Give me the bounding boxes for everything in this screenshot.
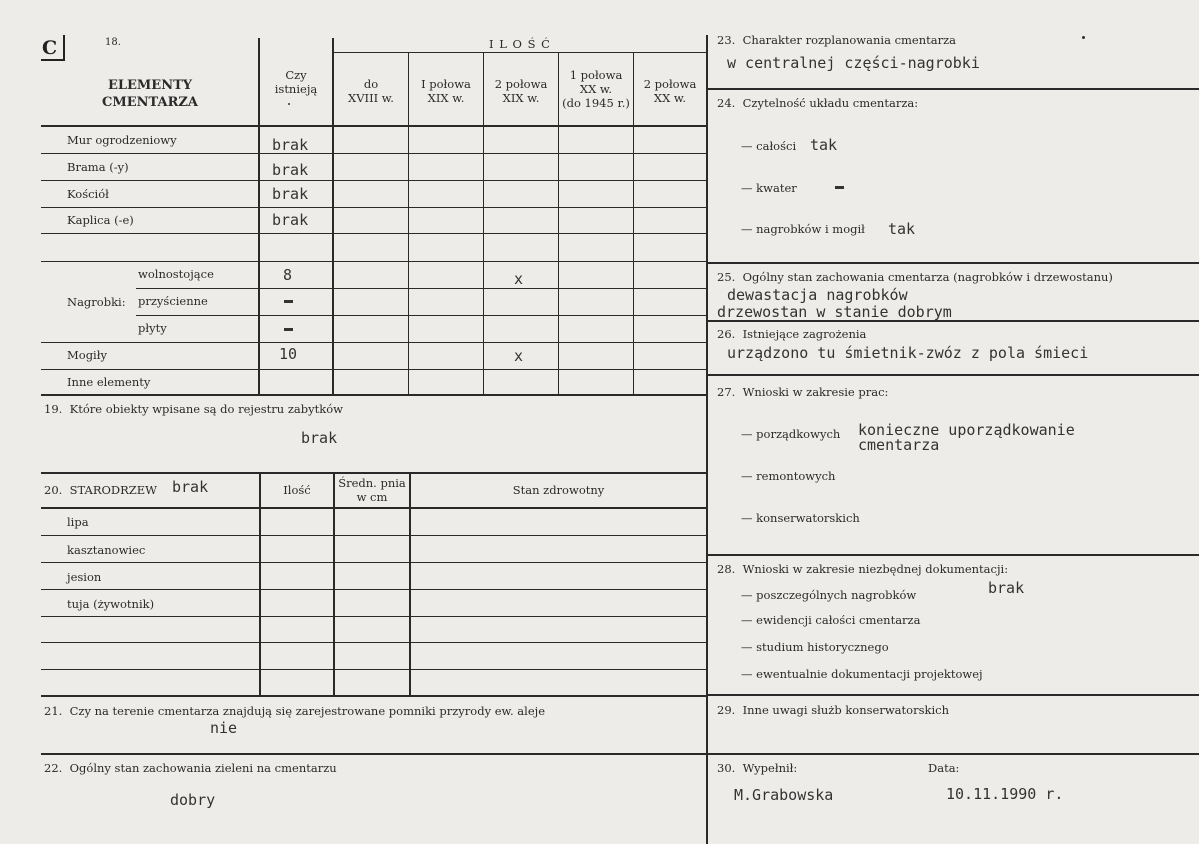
s30-label [717, 761, 797, 775]
s26-value: urządzono tu śmietnik-zwóz z pola śmieci [727, 344, 1089, 362]
s20-row-line [41, 616, 706, 617]
s18-row-line [41, 207, 706, 208]
s24-label [717, 96, 918, 110]
s24-calosci-label: — całości [741, 139, 797, 153]
s24-label-text: Czytelność układu cmentarza: [742, 96, 919, 110]
value-wolnostojace: 8 [283, 266, 293, 284]
col-exists-line1: Czy [285, 68, 307, 82]
s18-row-line [41, 261, 706, 262]
s18-row-line [41, 369, 706, 370]
tree-jesion: jesion [67, 570, 102, 584]
period-2-line2: XIX w. [427, 91, 465, 105]
s24-nagrobkow-value: tak [888, 220, 916, 238]
s20-col-sredn-line1: Średn. pnia [338, 476, 406, 490]
s20-col-line [333, 472, 335, 696]
s18-row-line [41, 342, 706, 343]
s22-label [44, 761, 337, 775]
s29-label [717, 703, 949, 717]
period-4-line2: XX w. [579, 82, 613, 96]
row-label-mur: Mur ogrodzeniowy [67, 133, 177, 147]
row-label-kosciol: Kościół [67, 187, 109, 201]
s18-row-line [41, 153, 706, 154]
value-brama: brak [272, 161, 309, 179]
s18-row-line [136, 315, 706, 316]
s23-label [717, 33, 956, 47]
tree-kasztanowiec: kasztanowiec [67, 543, 146, 557]
s28-item-4: — ewentualnie dokumentacji projektowej [741, 667, 983, 681]
tree-tuja: tuja (żywotnik) [67, 597, 155, 611]
tree-lipa: lipa [67, 515, 89, 529]
s20-value: brak [172, 478, 209, 496]
s29-bottom [706, 753, 1199, 755]
dash-kwater [835, 186, 844, 189]
period-2-line1: I połowa [421, 77, 471, 91]
period-3-line1: 2 połowa [494, 77, 548, 91]
period-1-line2: XVIII w. [348, 91, 394, 105]
row-label-brama: Brama (-y) [67, 160, 129, 174]
period-5-line2: XX w. [653, 91, 687, 105]
row-label-przyscienne: przyścienne [138, 294, 208, 308]
s20-label-text: STARODRZEW [69, 483, 158, 497]
section-letter-box [41, 35, 65, 61]
s18-header-bottom [41, 125, 706, 127]
s21-number: 21. [44, 704, 63, 718]
s26-bottom [706, 374, 1199, 376]
s18-row-line [41, 180, 706, 181]
s20-row-line [41, 642, 706, 643]
mark-wolnostojace: x [514, 270, 524, 288]
s28-item-1: — poszczególnych nagrobków [741, 588, 917, 602]
s20-row-line [41, 669, 706, 670]
s18-row-line [136, 288, 706, 289]
row-label-nagrobki: Nagrobki: [67, 295, 126, 309]
s28-item-3: — studium historycznego [741, 640, 889, 654]
s28-number: 28. [717, 562, 736, 576]
s19-label-text: Które obiekty wpisane są do rejestru zabytków [69, 402, 343, 416]
s23-value: w centralnej części-nagrobki [727, 54, 980, 72]
s27-porz-value-line2: cmentarza [858, 436, 940, 454]
s30-number: 30. [717, 761, 736, 775]
s25-label-text: Ogólny stan zachowania cmentarza (nagrobków i drzewostanu) [742, 270, 1113, 284]
s27-kons-label: — konserwatorskich [741, 511, 860, 525]
s30-date: 10.11.1990 r. [946, 785, 1064, 803]
s20-label [44, 483, 157, 497]
s25-value-line2: drzewostan w stanie dobrym [717, 303, 952, 321]
mark-mogily: x [514, 347, 524, 365]
s20-header-bottom [41, 507, 706, 509]
s28-item-2: — ewidencji całości cmentarza [741, 613, 921, 627]
s24-calosci-value: tak [810, 136, 838, 154]
s23-label-text: Charakter rozplanowania cmentarza [742, 33, 957, 47]
s20-top [41, 472, 706, 474]
s18-ilosc-underline [334, 52, 706, 53]
s30-label-text: Wypełnił: [742, 761, 798, 775]
s27-rem-label: — remontowych [741, 469, 836, 483]
s22-number: 22. [44, 761, 63, 775]
value-mur: brak [272, 136, 309, 154]
s27-label-text: Wnioski w zakresie prac: [742, 385, 889, 399]
section-letter: C [42, 37, 58, 59]
s21-value: nie [210, 719, 238, 737]
s24-kwater-label: — kwater [741, 181, 797, 195]
s21-label [44, 704, 545, 718]
s23-bottom [706, 88, 1199, 90]
period-4-line1: 1 połowa [569, 68, 623, 82]
s18-title-line2: CMENTARZA [102, 95, 198, 110]
s18-bottom [41, 394, 706, 396]
s20-col-line [409, 472, 411, 696]
s20-col-sredn-line2: w cm [356, 490, 388, 504]
row-label-wolnostojace: wolnostojące [138, 267, 214, 281]
dash-plyty [284, 328, 293, 331]
col-exists-line2: istnieją [274, 82, 318, 96]
period-1-line1: do [363, 77, 379, 91]
s20-col-line [259, 472, 261, 696]
s19-number: 19. [44, 402, 63, 416]
ilosc-header: I L O Ś Ć [489, 37, 551, 51]
s25-value-line1: dewastacja nagrobków [727, 286, 908, 304]
value-kaplica: brak [272, 211, 309, 229]
s21-label-text: Czy na terenie cmentarza znajdują się zarejestrowane pomniki przyrody ew. aleje [69, 704, 546, 718]
s24-bottom [706, 262, 1199, 264]
s18-title-line1: ELEMENTY [107, 78, 193, 93]
s20-col-stan: Stan zdrowotny [512, 483, 605, 497]
s26-number: 26. [717, 327, 736, 341]
row-label-inne: Inne elementy [67, 375, 151, 389]
s27-porz-label: — porządkowych [741, 427, 841, 441]
s18-row-line [41, 233, 706, 234]
s19-value: brak [301, 429, 338, 447]
s28-label-text: Wnioski w zakresie niezbędnej dokumentacji: [742, 562, 1009, 576]
s29-label-text: Inne uwagi służb konserwatorskich [742, 703, 949, 717]
s18-number: 18. [105, 37, 121, 48]
row-label-kaplica: Kaplica (-e) [67, 213, 134, 227]
s27-number: 27. [717, 385, 736, 399]
s29-number: 29. [717, 703, 736, 717]
s20-bottom [41, 695, 706, 697]
row-label-mogily: Mogiły [67, 348, 107, 362]
period-3-line2: XIX w. [502, 91, 540, 105]
s20-col-ilosc: Ilość [283, 483, 311, 497]
s28-value: brak [988, 579, 1025, 597]
value-kosciol: brak [272, 185, 309, 203]
s19-label [44, 402, 343, 416]
s24-nagrobkow-label: — nagrobków i mogił [741, 222, 865, 236]
s21-bottom [41, 753, 706, 755]
s30-name: M.Grabowska [734, 786, 834, 804]
s28-label [717, 562, 1008, 576]
s28-bottom [706, 694, 1199, 696]
row-label-plyty: płyty [138, 321, 167, 335]
s23-number: 23. [717, 33, 736, 47]
value-mogily: 10 [279, 345, 298, 363]
ink-dot [1082, 36, 1085, 39]
s20-row-line [41, 562, 706, 563]
s30-date-label: Data: [928, 761, 960, 775]
s27-label [717, 385, 888, 399]
ink-dot [288, 103, 290, 105]
s24-number: 24. [717, 96, 736, 110]
s20-row-line [41, 535, 706, 536]
period-4-line3: (do 1945 r.) [562, 96, 630, 110]
s26-label-text: Istniejące zagrożenia [742, 327, 867, 341]
s27-bottom [706, 554, 1199, 556]
s20-row-line [41, 589, 706, 590]
s20-number: 20. [44, 483, 63, 497]
s22-value: dobry [170, 791, 216, 809]
period-5-line1: 2 połowa [643, 77, 697, 91]
s27-porz-value-line1: konieczne uporządkowanie [858, 421, 1075, 439]
s25-number: 25. [717, 270, 736, 284]
s26-label [717, 327, 866, 341]
dash-przyscienne [284, 300, 293, 303]
s22-label-text: Ogólny stan zachowania zieleni na cmentarzu [69, 761, 337, 775]
center-divider [706, 35, 708, 844]
s25-label [717, 270, 1113, 284]
